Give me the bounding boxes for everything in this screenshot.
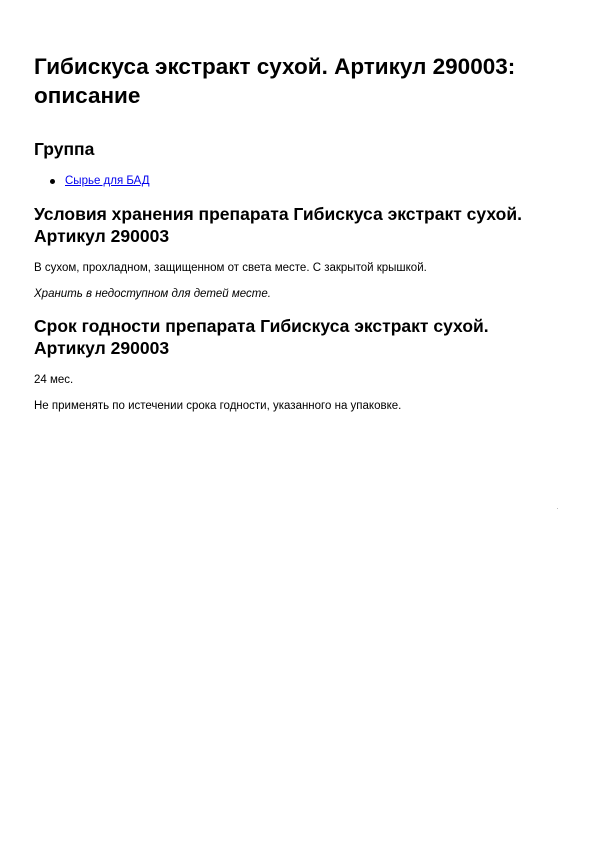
shelf-life-heading: Срок годности препарата Гибискуса экстракт сухой. Артикул 290003 [34,316,489,358]
list-item [34,174,150,189]
group-list [34,174,150,189]
page-title: Гибискуса экстракт сухой. Артикул 290003: описание [34,54,516,108]
storage-note: Хранить в недоступном для детей месте. [34,288,271,300]
shelf-life-note: Не применять по истечении срока годности, указанного на упаковке. [34,400,402,412]
storage-text: В сухом, прохладном, защищенном от света месте. С закрытой крышкой. [34,262,427,274]
group-heading: Группа [34,139,95,159]
shelf-life-value: 24 мес. [34,374,74,386]
group-link-supplement-raw-materials[interactable]: Сырье для БАД [65,175,150,187]
bullet-icon [50,179,55,184]
page-dot-mark [557,508,558,509]
storage-heading: Условия хранения препарата Гибискуса экстракт сухой. Артикул 290003 [34,204,522,246]
